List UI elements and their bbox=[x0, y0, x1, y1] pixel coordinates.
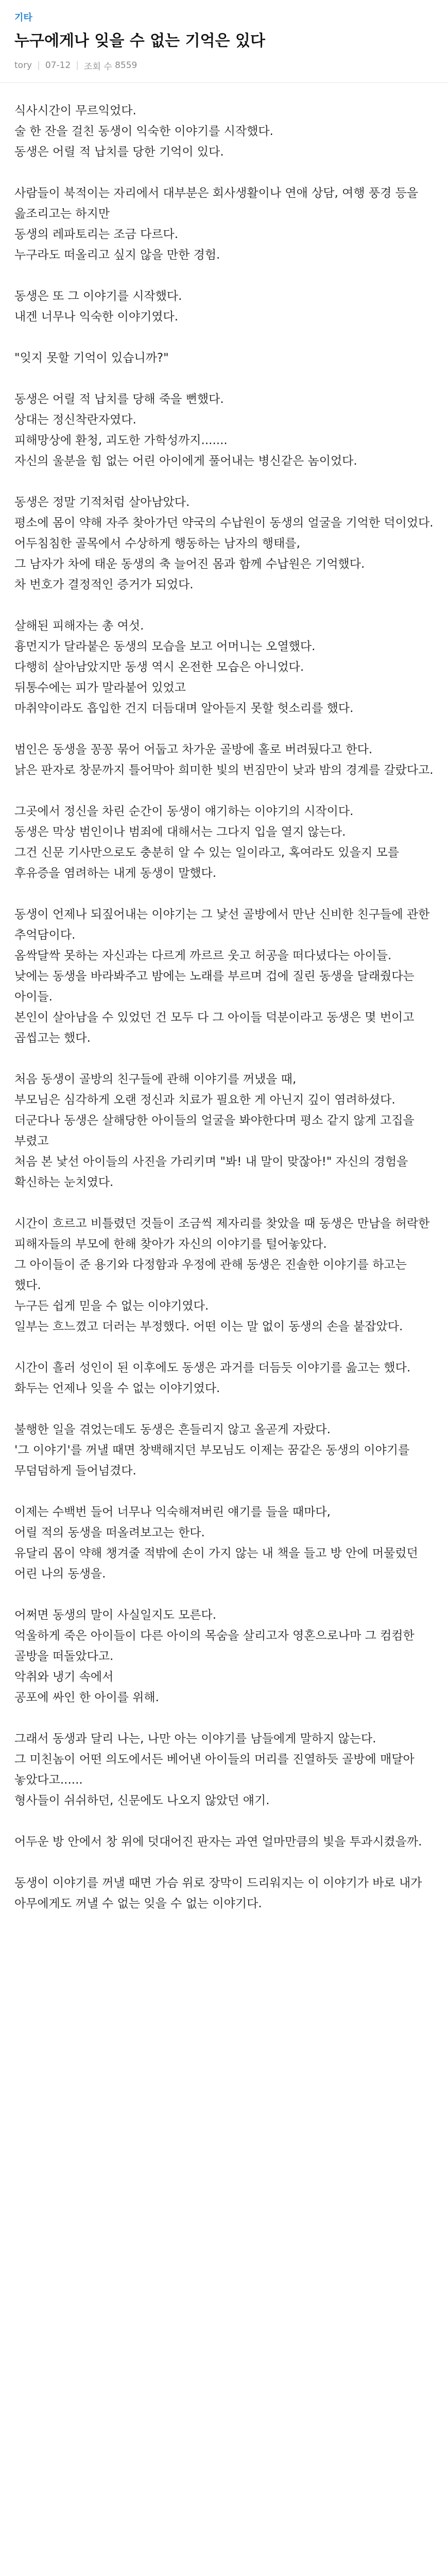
body-line: 그 미친놈이 어떤 의도에서든 베어낸 아이들의 머리를 진열하듯 골방에 매달아 놓았다고...... bbox=[14, 1752, 419, 1787]
body-line: 범인은 동생을 꽁꽁 묶어 어둡고 차가운 골방에 홀로 버려뒀다고 한다. bbox=[14, 742, 373, 756]
body-line: 술 한 잔을 걸친 동생이 익숙한 이야기를 시작했다. bbox=[14, 124, 273, 138]
body-line: 낮에는 동생을 바라봐주고 밤에는 노래를 부르며 겁에 질린 동생을 달래줬다는 아이들. bbox=[14, 969, 419, 1004]
views-label: 조회 수 bbox=[84, 61, 112, 72]
body-line: 동생은 어릴 적 납치를 당한 기억이 있다. bbox=[14, 145, 224, 159]
body-line: 동생이 이야기를 꺼낼 때면 가슴 위로 장막이 드리워지는 이 이야기가 바로 내가 아무에게도 꺼낼 수 없는 잊을 수 없는 이야기다. bbox=[14, 1876, 426, 1910]
body-line: 화두는 언제나 잊을 수 없는 이야기였다. bbox=[14, 1381, 220, 1395]
body-line: 어쩌면 동생의 말이 사실일지도 모른다. bbox=[14, 1608, 217, 1622]
body-line: 누구라도 떠올리고 싶지 않을 만한 경험. bbox=[14, 248, 220, 262]
meta-divider: | bbox=[76, 60, 79, 71]
body-paragraph bbox=[14, 1832, 434, 1852]
body-paragraph bbox=[14, 100, 434, 162]
body-paragraph bbox=[14, 286, 434, 327]
post-title: 누구에게나 잊을 수 없는 기억은 있다 bbox=[14, 32, 265, 50]
post-date: 07-12 bbox=[45, 60, 71, 71]
body-paragraph bbox=[14, 801, 434, 884]
body-line: 그건 신문 기사만으로도 충분히 알 수 있는 일이라고, 혹여라도 있을지 모를 후유증을 염려하는 내게 동생이 말했다. bbox=[14, 845, 403, 880]
body-line: 어두운 방 안에서 창 위에 덧대어진 판자는 과연 얼마만큼의 빛을 투과시켰을까. bbox=[14, 1835, 422, 1849]
body-line: 그 아이들이 준 용기와 다정함과 우정에 관해 동생은 진솔한 이야기를 하고는 했다. bbox=[14, 1258, 411, 1292]
body-line: 낡은 판자로 창문까지 틀어막아 희미한 빛의 번짐만이 낮과 밤의 경계를 갈랐다고. bbox=[14, 763, 434, 777]
post-meta bbox=[14, 59, 434, 72]
body-line: 불행한 일을 겪었는데도 동생은 흔들리지 않고 올곧게 자랐다. bbox=[14, 1422, 331, 1436]
body-paragraph bbox=[14, 616, 434, 719]
body-paragraph bbox=[14, 348, 434, 368]
body-line: 흉먼지가 달라붙은 동생의 모습을 보고 어머니는 오열했다. bbox=[14, 639, 316, 653]
body-line: 본인이 살아남을 수 있었던 건 모두 다 그 아이들 덕분이라고 동생은 몇 번이고 곱씹고는 했다. bbox=[14, 1010, 418, 1045]
body-line: 더군다나 동생은 살해당한 아이들의 얼굴을 봐야한다며 평소 같지 않게 고집을 부렸고 bbox=[14, 1113, 419, 1148]
body-line: 억울하게 죽은 아이들이 다른 아이의 목숨을 살리고자 영혼으로나마 그 컴컴한 골방을 떠돌았다고. bbox=[14, 1629, 419, 1663]
body-line: 평소에 몸이 약해 자주 찾아가던 약국의 수납원이 동생의 얼굴을 기억한 덕이었다. bbox=[14, 516, 434, 530]
body-line: 이제는 수백번 들어 너무나 익숙해져버린 얘기를 들을 때마다, bbox=[14, 1505, 331, 1519]
meta-divider: | bbox=[37, 60, 40, 71]
body-line: 유달리 몸이 약해 챙겨줄 적밖에 손이 가지 않는 내 책을 들고 방 안에 머물렀던 어린 나의 동생을. bbox=[14, 1546, 422, 1581]
body-line: 옴싹달싹 못하는 자신과는 다르게 까르르 웃고 허공을 떠다녔다는 아이들. bbox=[14, 948, 392, 962]
body-paragraph bbox=[14, 904, 434, 1048]
body-line: 부모님은 심각하게 오랜 정신과 치료가 필요한 게 아닌지 깊이 염려하셨다. bbox=[14, 1093, 395, 1107]
body-line: 처음 동생이 골방의 친구들에 관해 이야기를 꺼냈을 때, bbox=[14, 1072, 297, 1086]
body-line: "잊지 못할 기억이 있습니까?" bbox=[14, 351, 169, 365]
body-paragraph bbox=[14, 1213, 434, 1337]
body-line: 동생이 언제나 되짚어내는 이야기는 그 낯선 골방에서 만난 신비한 친구들에 관한 추억담이다. bbox=[14, 907, 434, 942]
body-paragraph bbox=[14, 183, 434, 265]
body-line: 자신의 울분을 힘 없는 어린 아이에게 풀어내는 병신같은 놈이었다. bbox=[14, 454, 357, 468]
body-line: 차 번호가 결정적인 증거가 되었다. bbox=[14, 578, 194, 591]
body-line: 내겐 너무나 익숙한 이야기였다. bbox=[14, 310, 179, 324]
body-paragraph bbox=[14, 1873, 434, 1914]
post-body bbox=[0, 83, 448, 1965]
body-line: 동생은 또 그 이야기를 시작했다. bbox=[14, 289, 182, 303]
body-paragraph bbox=[14, 739, 434, 781]
post-header bbox=[0, 0, 448, 83]
body-line: 악취와 냉기 속에서 bbox=[14, 1670, 114, 1684]
body-line: 마취약이라도 흡입한 건지 더듬대며 알아듣지 못할 헛소리를 했다. bbox=[14, 701, 354, 715]
body-paragraph bbox=[14, 1419, 434, 1481]
body-line: 시간이 흘러 성인이 된 이후에도 동생은 과거를 더듬듯 이야기를 읊고는 했다. bbox=[14, 1361, 411, 1375]
body-line: 처음 본 낯선 아이들의 사진을 가리키며 "봐! 내 말이 맞잖아!" 자신의 경험을 확신하는 눈치였다. bbox=[14, 1155, 412, 1189]
body-line: 다행히 살아남았지만 동생 역시 온전한 모습은 아니었다. bbox=[14, 660, 304, 674]
body-line: 형사들이 쉬쉬하던, 신문에도 나오지 않았던 얘기. bbox=[14, 1793, 270, 1807]
body-line: 누구든 쉽게 믿을 수 없는 이야기였다. bbox=[14, 1299, 209, 1313]
body-line: 동생의 레파토리는 조금 다르다. bbox=[14, 227, 179, 241]
body-line: 어두침침한 골목에서 수상하게 행동하는 남자의 행태를, bbox=[14, 536, 300, 550]
body-line: 살해된 피해자는 총 여섯. bbox=[14, 619, 144, 633]
body-line: 동생은 막상 범인이나 범죄에 대해서는 그다지 입을 열지 않는다. bbox=[14, 825, 346, 839]
body-line: 동생은 어릴 적 납치를 당해 죽을 뻔했다. bbox=[14, 392, 224, 406]
body-line: '그 이야기'를 꺼낼 때면 창백해지던 부모님도 이제는 꿈같은 동생의 이야기를 무덤덤하게 들어넘겼다. bbox=[14, 1443, 413, 1478]
body-line: 시간이 흐르고 비틀렸던 것들이 조금씩 제자리를 찾았을 때 동생은 만남을 허락한 피해자들의 부모에 한해 찾아가 자신의 이야기를 털어놓았다. bbox=[14, 1216, 434, 1251]
body-line: 피해망상에 환청, 괴도한 가학성까지....... bbox=[14, 433, 228, 447]
body-line: 식사시간이 무르익었다. bbox=[14, 104, 136, 117]
body-paragraph bbox=[14, 492, 434, 595]
body-line: 뒤통수에는 피가 말라붙어 있었고 bbox=[14, 681, 186, 694]
body-paragraph bbox=[14, 1502, 434, 1584]
author-name[interactable]: tory bbox=[14, 60, 32, 71]
body-line: 상대는 정신착란자였다. bbox=[14, 413, 136, 427]
body-paragraph bbox=[14, 1728, 434, 1811]
body-line: 동생은 정말 기적처럼 살아남았다. bbox=[14, 495, 190, 509]
body-paragraph bbox=[14, 1358, 434, 1399]
body-line: 어릴 적의 동생을 떠올려보고는 한다. bbox=[14, 1526, 205, 1539]
body-line: 사람들이 북적이는 자리에서 대부분은 회사생활이나 연애 상담, 여행 풍경 등을 읊조리고는 하지만 bbox=[14, 186, 422, 221]
body-paragraph bbox=[14, 1605, 434, 1708]
body-line: 그곳에서 정신을 차린 순간이 동생이 얘기하는 이야기의 시작이다. bbox=[14, 804, 354, 818]
views-count: 8559 bbox=[115, 60, 137, 71]
body-line: 공포에 싸인 한 아이를 위해. bbox=[14, 1690, 159, 1704]
body-line: 그 남자가 차에 태운 동생의 축 늘어진 몸과 함께 수납원은 기억했다. bbox=[14, 557, 365, 571]
body-line: 그래서 동생과 달리 나는, 나만 아는 이야기를 남들에게 말하지 않는다. bbox=[14, 1732, 376, 1745]
body-paragraph bbox=[14, 389, 434, 471]
body-paragraph bbox=[14, 1069, 434, 1193]
category-link[interactable]: 기타 bbox=[14, 12, 32, 23]
body-line: 일부는 흐느꼈고 더러는 부정했다. 어떤 이는 말 없이 동생의 손을 붙잡았다. bbox=[14, 1319, 403, 1333]
